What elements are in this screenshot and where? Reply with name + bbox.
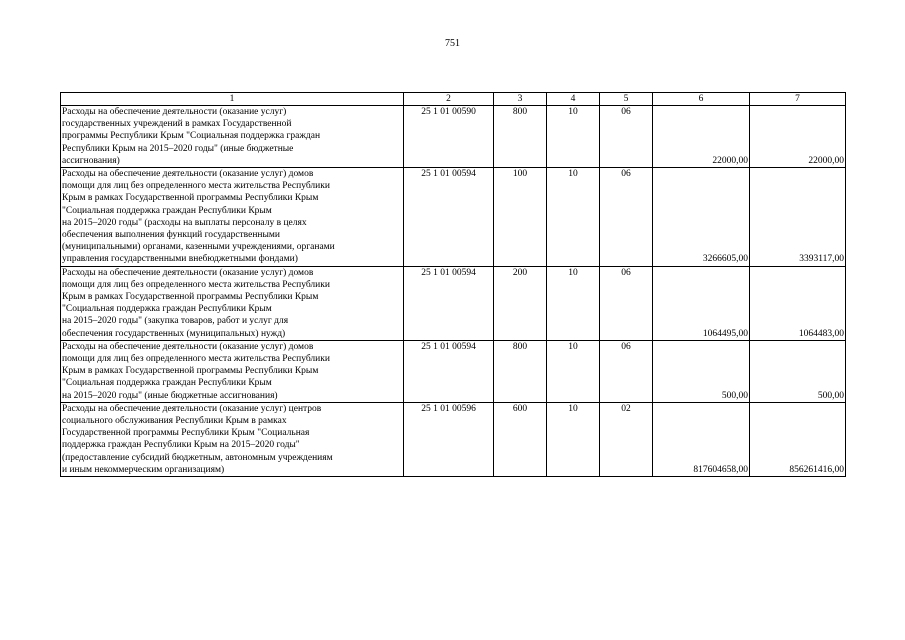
subsection-code: 06 [600, 168, 653, 267]
table-row [61, 266, 846, 340]
description-line: Расходы на обеспечение деятельности (оказание услуг) центров [62, 403, 322, 414]
description-line: ассигнования) [62, 155, 120, 166]
description-line: "Социальная поддержка граждан Республики Крым [62, 304, 272, 315]
description-line: помощи для лиц без определенного места жительства Республики [62, 181, 330, 192]
amount-col7: 1064483,00 [750, 266, 846, 340]
target-article-code: 25 1 01 00594 [404, 266, 494, 340]
description-line: "Социальная поддержка граждан Республики Крым [62, 378, 272, 389]
column-header-2: 2 [404, 93, 494, 106]
description-line: (предоставление субсидий бюджетным, автономным учреждениям [62, 452, 333, 463]
section-code: 10 [547, 266, 600, 340]
column-header-6: 6 [653, 93, 750, 106]
description-line: и иным некоммерческим организациям) [62, 464, 225, 475]
description-line: Крым в рамках Государственной программы Республики Крым [62, 366, 319, 377]
amount-col7: 500,00 [750, 340, 846, 402]
target-article-code: 25 1 01 00590 [404, 106, 494, 168]
target-article-code: 25 1 01 00594 [404, 340, 494, 402]
expense-type-code: 600 [494, 402, 547, 476]
target-article-code: 25 1 01 00594 [404, 168, 494, 267]
description-line: Расходы на обеспечение деятельности (оказание услуг) домов [62, 267, 314, 278]
amount-col6: 1064495,00 [653, 266, 750, 340]
description-line: Крым в рамках Государственной программы Республики Крым [62, 193, 319, 204]
page-number: 751 [445, 38, 460, 49]
description-line: обеспечения государственных (муниципальных) нужд) [62, 328, 286, 339]
expense-description [61, 266, 404, 340]
subsection-code: 06 [600, 106, 653, 168]
description-line: помощи для лиц без определенного места жительства Республики [62, 279, 330, 290]
amount-col7: 856261416,00 [750, 402, 846, 476]
target-article-code: 25 1 01 00596 [404, 402, 494, 476]
description-line: на 2015–2020 годы" (иные бюджетные ассигнования) [62, 390, 278, 401]
description-line: на 2015–2020 годы" (расходы на выплаты персоналу в целях [62, 217, 307, 228]
description-line: Республики Крым на 2015–2020 годы" (иные бюджетные [62, 143, 294, 154]
column-header-7: 7 [750, 93, 846, 106]
column-header-1: 1 [61, 93, 404, 106]
expense-description [61, 106, 404, 168]
table-row [61, 340, 846, 402]
description-line: (муниципальными) органами, казенными учреждениями, органами [62, 242, 335, 253]
description-line: Государственной программы Республики Крым "Социальная [62, 428, 310, 439]
subsection-code: 06 [600, 266, 653, 340]
table-row [61, 402, 846, 476]
description-line: Расходы на обеспечение деятельности (оказание услуг) домов [62, 169, 314, 180]
budget-table [60, 92, 846, 477]
subsection-code: 06 [600, 340, 653, 402]
description-line: социального обслуживания Республики Крым в рамках [62, 416, 287, 427]
expense-type-code: 200 [494, 266, 547, 340]
expense-description [61, 168, 404, 267]
column-header-5: 5 [600, 93, 653, 106]
description-line: Расходы на обеспечение деятельности (оказание услуг) домов [62, 341, 314, 352]
expense-type-code: 800 [494, 106, 547, 168]
subsection-code: 02 [600, 402, 653, 476]
amount-col6: 3266605,00 [653, 168, 750, 267]
column-header-3: 3 [494, 93, 547, 106]
table-row [61, 168, 846, 267]
section-code: 10 [547, 402, 600, 476]
description-line: поддержка граждан Республики Крым на 2015–2020 годы" [62, 440, 300, 451]
expense-type-code: 100 [494, 168, 547, 267]
amount-col6: 500,00 [653, 340, 750, 402]
description-line: Крым в рамках Государственной программы Республики Крым [62, 292, 319, 303]
description-line: обеспечения выполнения функций государственными [62, 230, 280, 241]
description-line: государственных учреждений в рамках Государственной [62, 119, 292, 130]
description-line: программы Республики Крым "Социальная поддержка граждан [62, 131, 321, 142]
amount-col6: 817604658,00 [653, 402, 750, 476]
section-code: 10 [547, 106, 600, 168]
section-code: 10 [547, 168, 600, 267]
amount-col7: 22000,00 [750, 106, 846, 168]
column-header-4: 4 [547, 93, 600, 106]
expense-description [61, 402, 404, 476]
description-line: "Социальная поддержка граждан Республики Крым [62, 205, 272, 216]
section-code: 10 [547, 340, 600, 402]
expense-type-code: 800 [494, 340, 547, 402]
table-header-row [61, 93, 846, 106]
amount-col6: 22000,00 [653, 106, 750, 168]
description-line: помощи для лиц без определенного места жительства Республики [62, 354, 330, 365]
expense-description [61, 340, 404, 402]
description-line: управления государственными внебюджетными фондами) [62, 254, 298, 265]
amount-col7: 3393117,00 [750, 168, 846, 267]
description-line: на 2015–2020 годы" (закупка товаров, работ и услуг для [62, 316, 289, 327]
description-line: Расходы на обеспечение деятельности (оказание услуг) [62, 107, 287, 117]
table-row [61, 106, 846, 168]
